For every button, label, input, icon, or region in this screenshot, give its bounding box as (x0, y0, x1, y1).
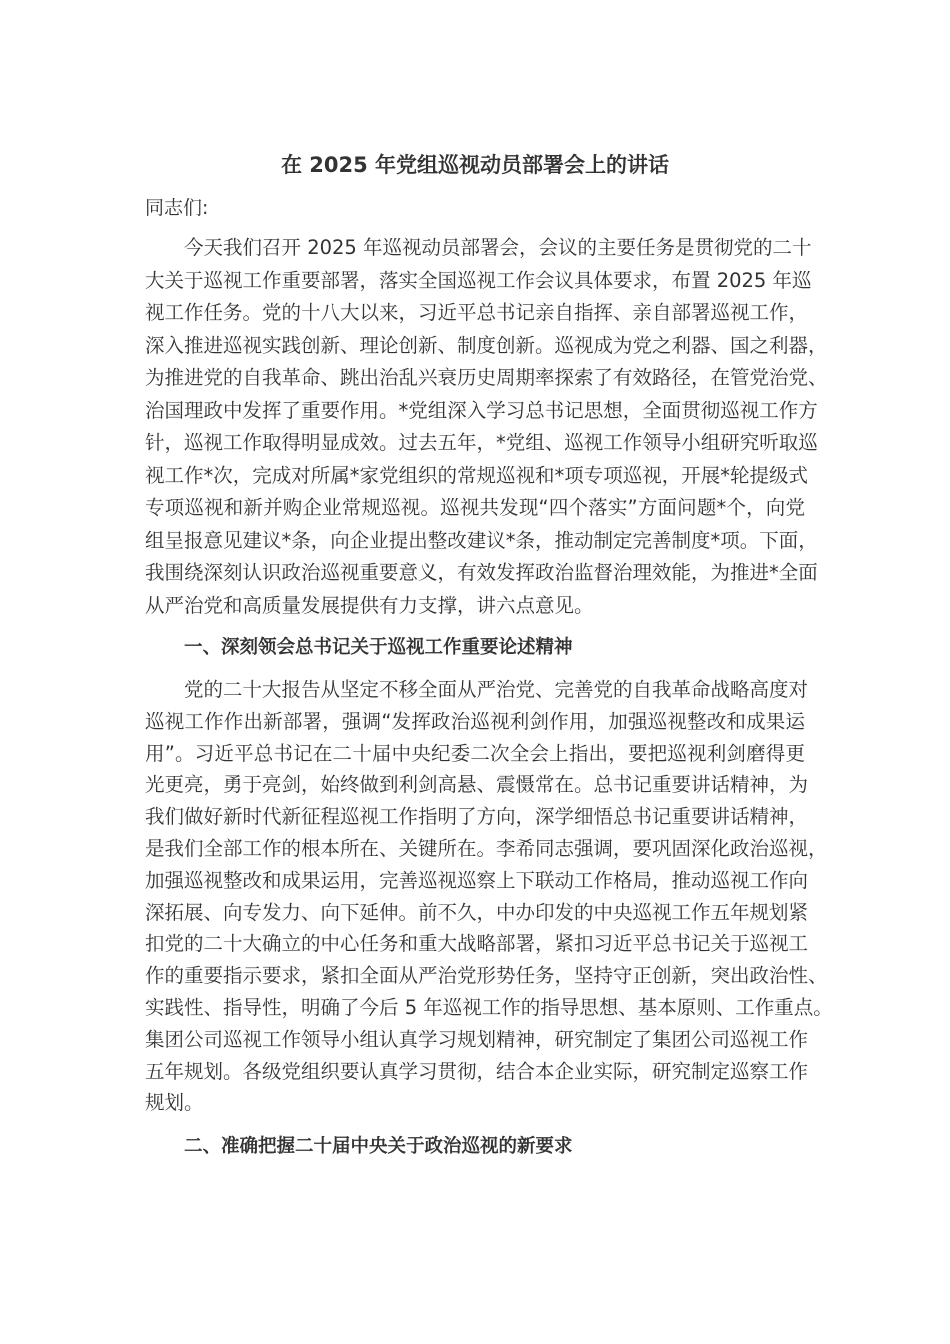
salutation: 同志们: (145, 197, 209, 219)
section-heading-1: 一、深刻领会总书记关于巡视工作重要论述精神 (184, 637, 573, 658)
text-line: 针，巡视工作取得明显成效。过去五年，*党组、巡视工作领导小组研究听取巡 (145, 431, 818, 454)
text-line: 深入推进巡视实践创新、理论创新、制度创新。巡视成为党之利器、国之利器， (145, 333, 828, 357)
text-line: 我围绕深刻认识政治巡视重要意义，有效发挥政治监督治理效能，为推进*全面 (145, 561, 818, 584)
text-line: 治国理政中发挥了重要作用。*党组深入学习总书记思想，全面贯彻巡视工作方 (145, 398, 818, 422)
text-line: 集团公司巡视工作领导小组认真学习规划精神，研究制定了集团公司巡视工作 (145, 1027, 809, 1051)
text-line: 为推进党的自我革命、跳出治乱兴衰历史周期率探索了有效路径，在管党治党、 (145, 366, 828, 389)
text-line: 视工作*次，完成对所属*家党组织的常规巡视和*项专项巡视，开展*轮提级式 (145, 463, 809, 487)
text-line: 五年规划。各级党组织要认真学习贯彻，结合本企业实际，研究制定巡察工作 (145, 1059, 809, 1083)
text-line: 是我们全部工作的根本所在、关键所在。李希同志强调，要巩固深化政治巡视， (145, 836, 828, 860)
text-line: 光更亮，勇于亮剑，始终做到利剑高悬、震慑常在。总书记重要讲话精神，为 (145, 773, 809, 797)
text-line: 规划。 (145, 1091, 204, 1115)
text-line: 我们做好新时代新征程巡视工作指明了方向，深学细悟总书记重要讲话精神， (145, 805, 809, 829)
document-title: 在 2025 年党组巡视动员部署会上的讲话 (280, 153, 670, 177)
text-line: 专项巡视和新并购企业常规巡视。巡视共发现“四个落实”方面问题*个，向党 (145, 496, 805, 519)
text-line: 加强巡视整改和成果运用，完善巡视巡察上下联动工作格局，推动巡视工作向 (145, 868, 809, 892)
text-line: 作的重要指示要求，紧扣全面从严治党形势任务，坚持守正创新，突出政治性、 (145, 964, 828, 988)
text-line: 组呈报意见建议*条，向企业提出整改建议*条，推动制定完善制度*项。下面， (145, 528, 818, 552)
text-line: 深拓展、向专发力、向下延伸。前不久，中办印发的中央巡视工作五年规划紧 (145, 900, 809, 924)
text-line: 实践性、指导性，明确了今后 5 年巡视工作的指导思想、基本原则、工作重点。 (145, 995, 833, 1019)
text-line: 今天我们召开 2025 年巡视动员部署会，会议的主要任务是贯彻党的二十 (184, 236, 812, 259)
text-line: 从严治党和高质量发展提供有力支撑，讲六点意见。 (145, 593, 594, 617)
text-line: 用”。习近平总书记在二十届中央纪委二次全会上指出，要把巡视利剑磨得更 (145, 741, 805, 765)
text-line: 巡视工作作出新部署，强调“发挥政治巡视利剑作用，加强巡视整改和成果运 (145, 709, 805, 733)
paragraph-section-1 (145, 674, 833, 1119)
paragraph-intro (145, 232, 828, 622)
text-line: 扣党的二十大确立的中心任务和重大战略部署，紧扣习近平总书记关于巡视工 (145, 932, 809, 956)
section-heading-2: 二、准确把握二十届中央关于政治巡视的新要求 (184, 1136, 573, 1157)
text-line: 党的二十大报告从坚定不移全面从严治党、完善党的自我革命战略高度对 (184, 678, 809, 701)
text-line: 大关于巡视工作重要部署，落实全国巡视工作会议具体要求，布置 2025 年巡 (145, 268, 812, 292)
text-line: 视工作任务。党的十八大以来，习近平总书记亲自指挥、亲自部署巡视工作， (145, 301, 809, 324)
